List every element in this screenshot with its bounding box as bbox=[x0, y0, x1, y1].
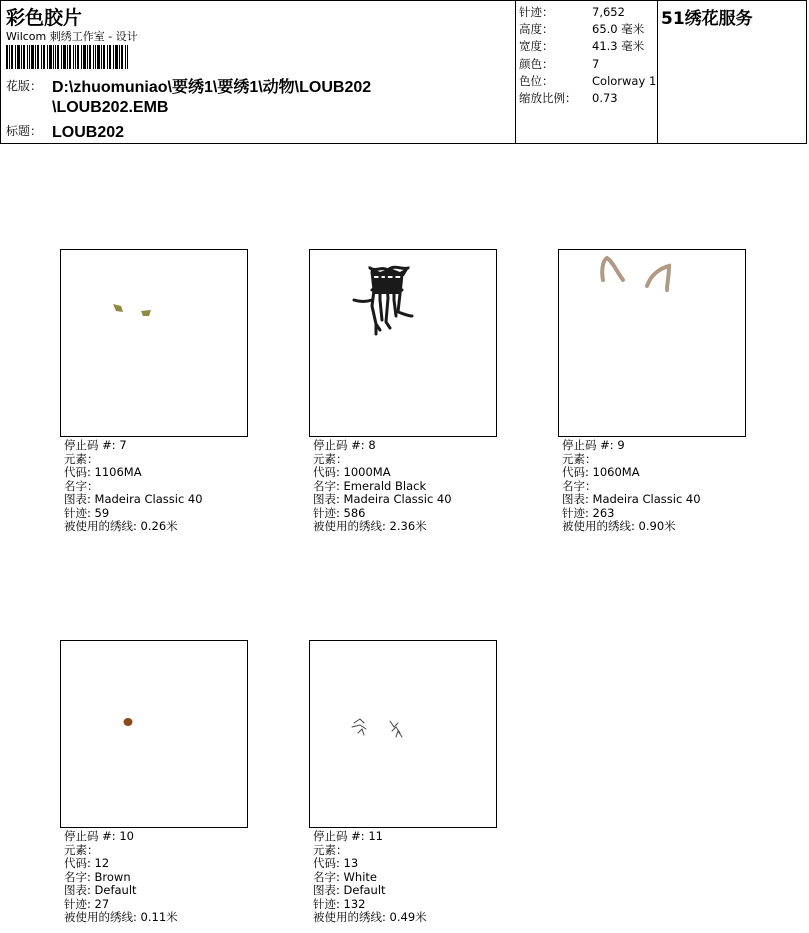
stat-label: 针迹： bbox=[519, 5, 554, 19]
chart-field: 图表: Default bbox=[64, 883, 137, 897]
stitch-preview-ears bbox=[559, 250, 745, 436]
stat-value: Colorway 1 bbox=[592, 73, 657, 88]
stat-row-height bbox=[519, 21, 659, 38]
stop-number: 停止码 #: 7 bbox=[64, 438, 127, 452]
chart-field: 图表: Default bbox=[313, 883, 386, 897]
stat-value: 7,652 bbox=[592, 5, 625, 19]
design-label: 花版： bbox=[6, 79, 43, 93]
chart-field: 图表: Madeira Classic 40 bbox=[64, 492, 203, 506]
stat-value: 7 bbox=[592, 56, 600, 71]
color-swatch-stop-9 bbox=[558, 249, 746, 437]
stitches-field: 针迹: 586 bbox=[313, 505, 366, 520]
header-panel bbox=[0, 0, 807, 144]
stat-label: 高度： bbox=[519, 22, 554, 37]
thread-info-stop-11 bbox=[313, 830, 427, 925]
element-field: 元素： bbox=[313, 842, 348, 857]
code-field: 代码: 12 bbox=[64, 856, 110, 870]
stat-value: 65.0 毫米 bbox=[592, 22, 645, 37]
stat-row-width bbox=[519, 38, 659, 55]
stitch-preview-eyes bbox=[61, 250, 247, 436]
code-field: 代码: 1000MA bbox=[313, 465, 391, 479]
chart-field: 图表: Madeira Classic 40 bbox=[313, 492, 452, 506]
stitches-field: 针迹: 27 bbox=[64, 896, 110, 911]
eye-shape bbox=[141, 310, 151, 316]
color-swatch-stop-8 bbox=[309, 249, 497, 437]
stat-row-scale bbox=[519, 90, 659, 107]
name-field: 名字： bbox=[562, 478, 597, 493]
name-field: 名字： bbox=[64, 478, 99, 493]
code-field: 代码: 13 bbox=[313, 856, 359, 870]
stat-value: 41.3 毫米 bbox=[592, 39, 645, 54]
name-field: 名字: Brown bbox=[64, 869, 131, 884]
brand-name: 51绣花服务 bbox=[661, 9, 753, 29]
stitch-preview-nose bbox=[61, 641, 247, 827]
name-label: 标题： bbox=[6, 124, 43, 138]
stitch-preview-whiskers bbox=[310, 641, 496, 827]
code-field: 代码: 1060MA bbox=[562, 465, 640, 479]
eye-shape bbox=[113, 304, 123, 312]
header-divider bbox=[515, 1, 516, 144]
chart-field: 图表: Madeira Classic 40 bbox=[562, 492, 701, 506]
element-field: 元素： bbox=[313, 451, 348, 466]
design-path-line1: D:\zhuomuniao\要绣1\要绣1\动物\LOUB202 bbox=[52, 79, 372, 96]
stitch-preview-face bbox=[310, 250, 496, 436]
stop-number: 停止码 #: 11 bbox=[313, 829, 383, 843]
stitches-field: 针迹: 132 bbox=[313, 896, 366, 911]
stat-row-colors bbox=[519, 56, 659, 73]
stat-label: 缩放比例： bbox=[519, 90, 577, 105]
thread-info-stop-7 bbox=[64, 439, 203, 534]
document-title: 彩色胶片 bbox=[6, 7, 83, 29]
design-stats bbox=[519, 4, 659, 107]
stat-label: 颜色： bbox=[519, 56, 554, 71]
stop-number: 停止码 #: 10 bbox=[64, 829, 134, 843]
thread-used-field: 被使用的绣线: 2.36米 bbox=[313, 519, 427, 533]
color-swatch-stop-11 bbox=[309, 640, 497, 828]
name-field: 名字: White bbox=[313, 869, 377, 884]
stat-row-colorway bbox=[519, 73, 659, 90]
thread-used-field: 被使用的绣线: 0.11米 bbox=[64, 910, 178, 924]
stitches-field: 针迹: 263 bbox=[562, 505, 615, 520]
element-field: 元素： bbox=[64, 842, 99, 857]
thread-used-field: 被使用的绣线: 0.49米 bbox=[313, 910, 427, 924]
design-path-line2: \LOUB202.EMB bbox=[52, 99, 169, 116]
stitches-field: 针迹: 59 bbox=[64, 505, 110, 520]
thread-info-stop-9 bbox=[562, 439, 701, 534]
stat-value: 0.73 bbox=[592, 90, 618, 105]
barcode-icon bbox=[6, 45, 128, 69]
thread-used-field: 被使用的绣线: 0.90米 bbox=[562, 519, 676, 533]
thread-info-stop-10 bbox=[64, 830, 178, 925]
thread-info-stop-8 bbox=[313, 439, 452, 534]
stop-number: 停止码 #: 8 bbox=[313, 438, 376, 452]
design-name: LOUB202 bbox=[52, 124, 125, 141]
thread-used-field: 被使用的绣线: 0.26米 bbox=[64, 519, 178, 533]
stop-number: 停止码 #: 9 bbox=[562, 438, 625, 452]
stat-label: 色位： bbox=[519, 73, 554, 88]
color-swatch-stop-10 bbox=[60, 640, 248, 828]
name-field: 名字: Emerald Black bbox=[313, 478, 427, 493]
code-field: 代码: 1106MA bbox=[64, 465, 142, 479]
element-field: 元素： bbox=[64, 451, 99, 466]
element-field: 元素： bbox=[562, 451, 597, 466]
document-subtitle: Wilcom 刺绣工作室 - 设计 bbox=[6, 30, 138, 43]
stat-label: 宽度： bbox=[519, 39, 554, 54]
nose-shape bbox=[124, 718, 133, 726]
color-swatch-stop-7 bbox=[60, 249, 248, 437]
stat-row-stitches bbox=[519, 4, 659, 21]
